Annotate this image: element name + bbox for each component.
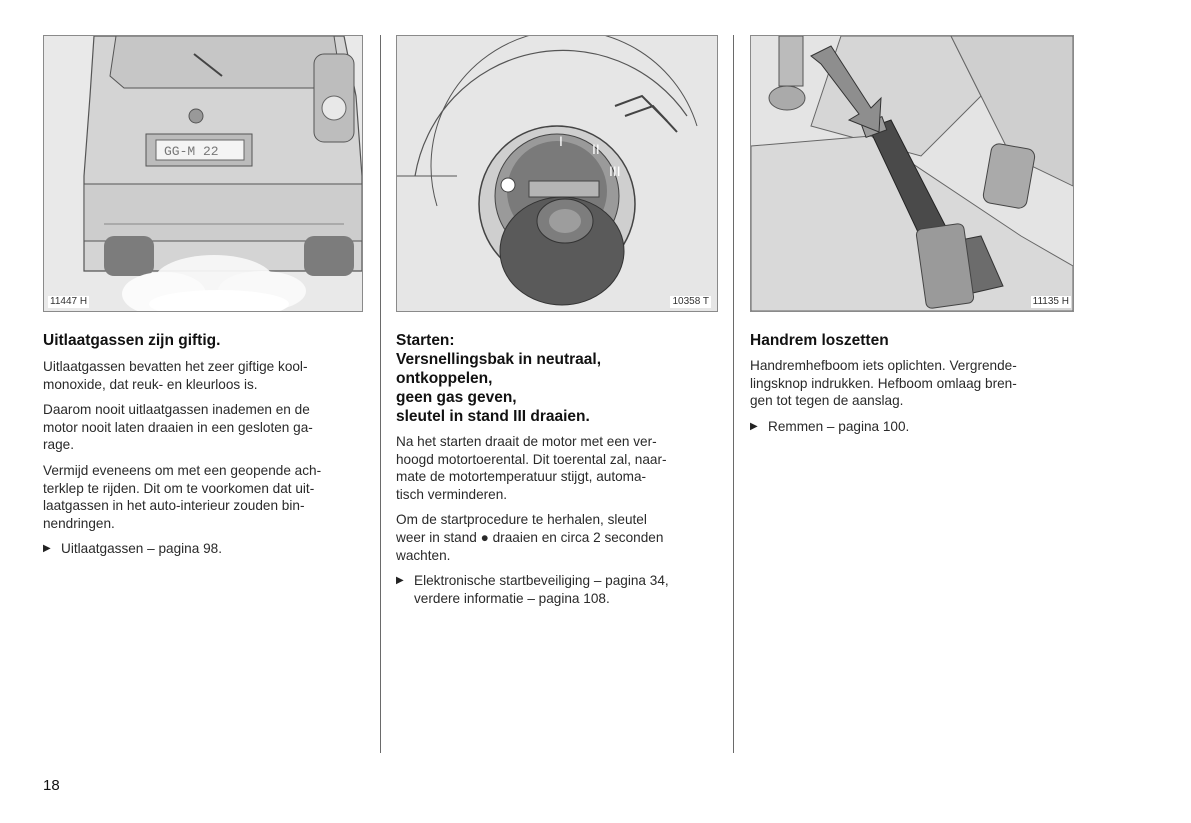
svg-text:II: II xyxy=(592,141,600,157)
heading-line: Versnellingsbak in neutraal, xyxy=(396,351,602,368)
heading-line: geen gas geven, xyxy=(396,389,517,406)
text-line: Daarom nooit uitlaatgassen inademen en de xyxy=(43,402,310,418)
text-line: verdere informatie – pagina 108. xyxy=(414,590,610,606)
reference-text: Remmen – pagina 100. xyxy=(768,418,910,434)
heading-line: sleutel in stand III draaien. xyxy=(396,408,590,425)
section-heading-start xyxy=(396,331,726,426)
figure-code: 11135 H xyxy=(1032,296,1069,307)
paragraph xyxy=(43,358,363,393)
text-line: Om de startprocedure te herhalen, sleutel xyxy=(396,512,647,528)
heading-line: Starten: xyxy=(396,332,455,349)
section-heading-exhaust: Uitlaatgassen zijn giftig. xyxy=(43,332,221,349)
page-number: 18 xyxy=(43,777,60,794)
text-line: weer in stand ● draaien en circa 2 seconden xyxy=(396,529,664,545)
column-divider-1 xyxy=(380,35,381,753)
figure-code: 11447 H xyxy=(50,296,88,307)
paragraph xyxy=(396,511,726,564)
text-line: monoxide, dat reuk- en kleurloos is. xyxy=(43,376,258,392)
figure-ignition xyxy=(396,35,718,312)
reference-arrow-icon: ▶ xyxy=(750,420,758,432)
text-line: gen tot tegen de aanslag. xyxy=(750,393,904,409)
figure-code: 10358 T xyxy=(672,296,709,307)
paragraph xyxy=(43,401,363,454)
text-line: motor nooit laten draaien in een gesloten ga- xyxy=(43,419,313,435)
svg-text:III: III xyxy=(609,163,621,179)
figure-exhaust xyxy=(43,35,363,312)
ignition-key-illustration xyxy=(397,36,717,311)
text-line: mate de motortemperatuur stijgt, automa- xyxy=(396,469,647,485)
car-rear-illustration xyxy=(44,36,362,311)
text-line: tisch verminderen. xyxy=(396,486,508,502)
text-line: Na het starten draait de motor met een ver- xyxy=(396,434,657,449)
reference-text: Uitlaatgassen – pagina 98. xyxy=(61,541,222,557)
text-line: Handremhefboom iets oplichten. Vergrende- xyxy=(750,358,1017,373)
svg-text:I: I xyxy=(559,133,563,149)
text-line: Vermijd eveneens om met een geopende ach- xyxy=(43,462,322,478)
section-heading-handbrake: Handrem loszetten xyxy=(750,332,889,349)
text-line: laatgassen in het auto-interieur zouden bin- xyxy=(43,498,305,514)
text-line: nendringen. xyxy=(43,515,115,531)
reference-arrow-icon: ▶ xyxy=(43,543,51,555)
figure-handbrake xyxy=(750,35,1074,312)
column-divider-2 xyxy=(733,35,734,753)
paragraph xyxy=(396,433,726,503)
heading-line: ontkoppelen, xyxy=(396,370,493,387)
handbrake-lever-illustration xyxy=(751,36,1073,311)
text-line: Uitlaatgassen bevatten het zeer giftige kool- xyxy=(43,359,308,374)
cross-reference xyxy=(43,540,363,558)
svg-text:GG-M 22: GG-M 22 xyxy=(164,144,219,159)
text-line: wachten. xyxy=(396,547,451,563)
text-line: lingsknop indrukken. Hefboom omlaag bren- xyxy=(750,375,1017,391)
paragraph xyxy=(750,357,1075,410)
text-line: hoogd motortoerental. Dit toerental zal, naar- xyxy=(396,451,667,467)
text-line: terklep te rijden. Dit om te voorkomen dat uit- xyxy=(43,480,315,496)
text-line: Elektronische startbeveiliging – pagina 34, xyxy=(414,573,669,589)
cross-reference xyxy=(396,572,726,607)
reference-text xyxy=(414,572,669,607)
text-line: rage. xyxy=(43,437,74,453)
reference-arrow-icon: ▶ xyxy=(396,575,404,587)
cross-reference xyxy=(750,418,1075,436)
paragraph xyxy=(43,462,363,532)
